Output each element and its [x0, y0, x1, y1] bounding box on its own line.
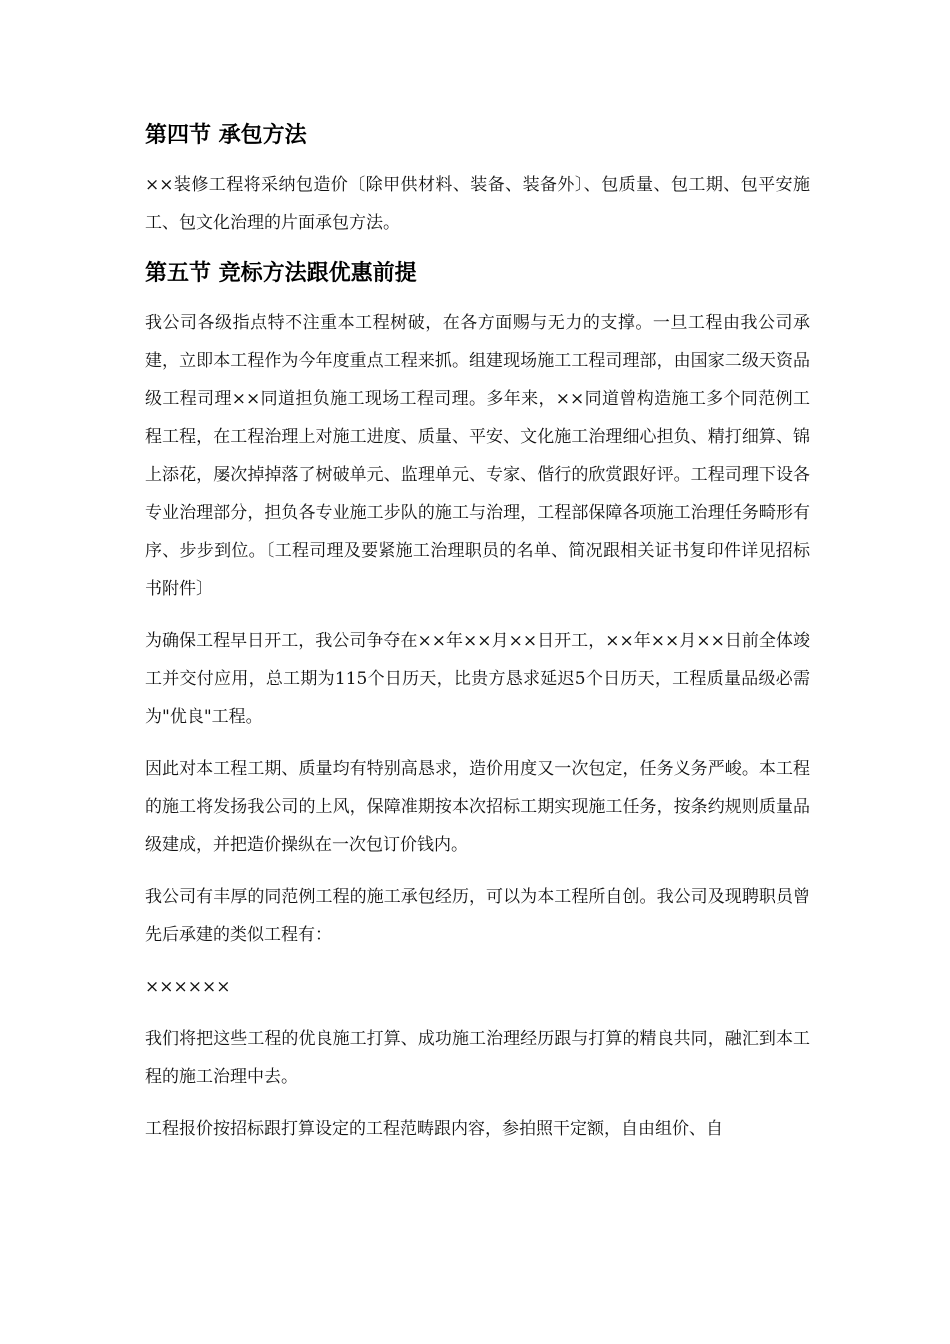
- section-5-paragraph-7: 工程报价按招标跟打算设定的工程范畴跟内容，参拍照干定额，自由组价、自: [145, 1119, 723, 1139]
- section-heading-4: 第四节 承包方法: [145, 123, 307, 148]
- section-5-paragraph-1: 我公司各级指点特不注重本工程树破，在各方面赐与无力的支撑。一旦工程由我公司承建，立即本工程作为今年度重点工程来抓。组建现场施工工程司理部，由国家二级天资品级工程司理××同道担负施工现场工程司理。多年来，××同道曾构造施工多个同范例工程工程，在工程治理上对施工进度、质量、平安、文化施工治理细心担负、精打细算、锦上添花，屡次掉掉落了树破单元、监理单元、专家、偕行的欣赏跟好评。工程司理下设各专业治理部分，担负各专业施工步队的施工与治理，工程部保障各项施工治理任务畸形有序、步步到位。〔工程司理及要紧施工治理职员的名单、简况跟相关证书复印件详见招标书附件〕: [145, 313, 810, 599]
- section-5-paragraph-6: 我们将把这些工程的优良施工打算、成功施工治理经历跟与打算的精良共同，融汇到本工程的施工治理中去。: [145, 1029, 810, 1087]
- section-4-paragraph: ××装修工程将采纳包造价〔除甲供材料、装备、装备外〕、包质量、包工期、包平安施工、包文化治理的片面承包方法。: [145, 175, 810, 233]
- section-heading-5: 第五节 竞标方法跟优惠前提: [145, 261, 417, 286]
- section-5-paragraph-2: 为确保工程早日开工，我公司争夺在××年××月××日开工，××年××月××日前全体竣工并交付应用，总工期为115个日历天，比贵方恳求延迟5个日历天，工程质量品级必需为"优良"工程。: [145, 631, 810, 727]
- section-5-paragraph-4: 我公司有丰厚的同范例工程的施工承包经历，可以为本工程所自创。我公司及现聘职员曾先后承建的类似工程有：: [145, 887, 810, 945]
- section-5-paragraph-3: 因此对本工程工期、质量均有特别高恳求，造价用度又一次包定，任务义务严峻。本工程的施工将发扬我公司的上风，保障准期按本次招标工期实现施工任务，按条约规则质量品级建成，并把造价操纵在一次包订价钱内。: [145, 759, 810, 855]
- document-body: [145, 118, 810, 1162]
- section-5-paragraph-5: ××××××: [145, 977, 231, 997]
